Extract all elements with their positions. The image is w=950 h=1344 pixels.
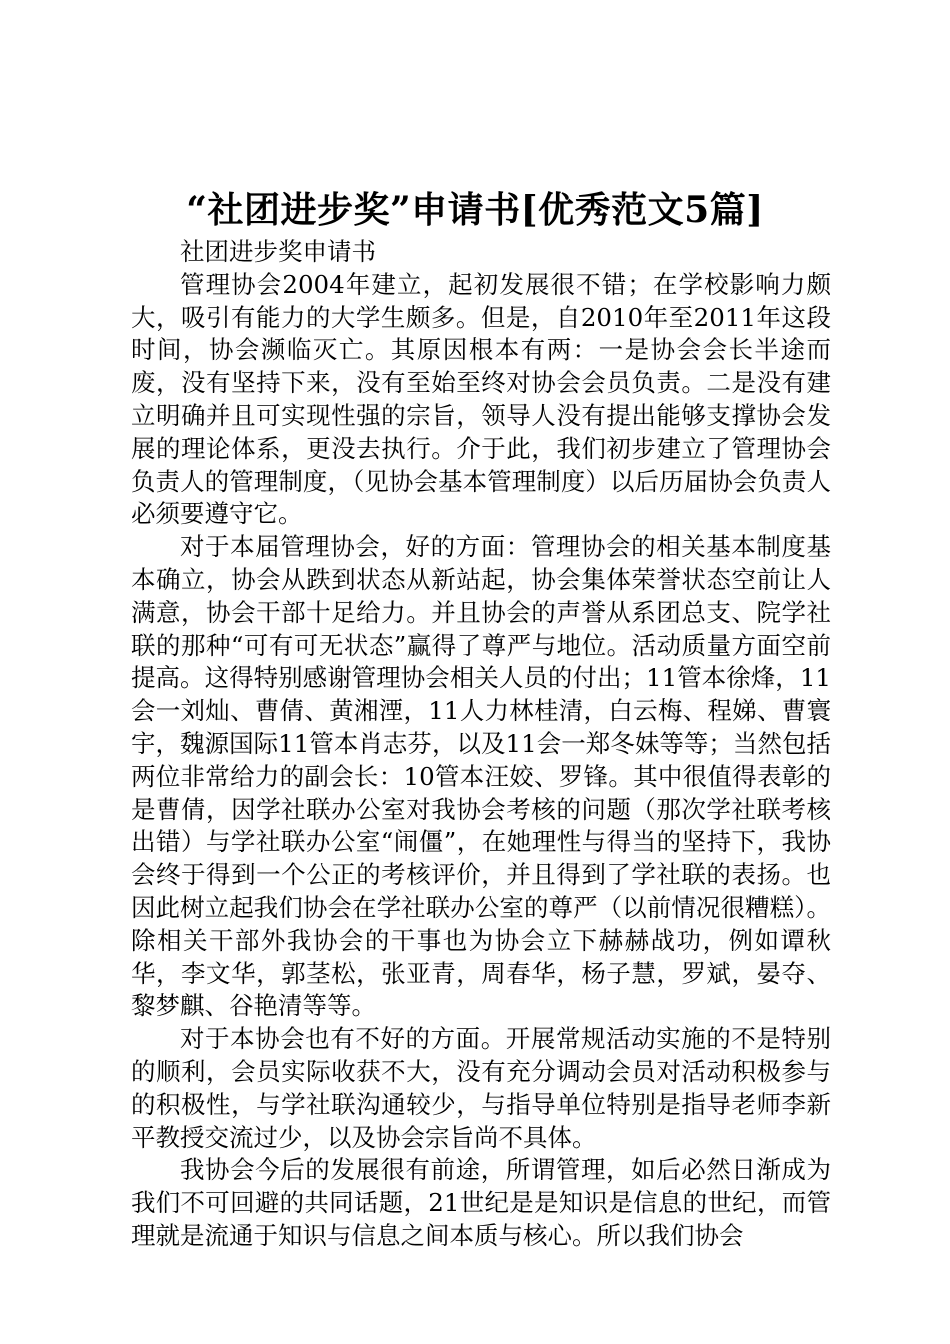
document-body [131,236,831,1253]
paragraph-1: 管理协会2004年建立，起初发展很不错；在学校影响力颇大，吸引有能力的大学生颇多。但是，自2010年至2011年这段时间，协会濒临灭亡。其原因根本有两：一是协会会长半途而废，没有坚持下来，没有至始至终对协会会员负责。二是没有建立明确并且可实现性强的宗旨，领导人没有提出能够支撑协会发展的理论体系，更没去执行。介于此，我们初步建立了管理协会负责人的管理制度，（见协会基本管理制度）以后历届协会负责人必须要遵守它。 [131,269,831,529]
document-subheading: 社团进步奖申请书 [180,237,376,266]
document-title: “社团进步奖”申请书[优秀范文5篇] [186,189,764,231]
paragraph-4: 我协会今后的发展很有前途，所谓管理，如后必然日渐成为我们不可回避的共同话题，21世纪是是知识是信息的世纪，而管理就是流通于知识与信息之间本质与核心。所以我们协会 [131,1155,831,1250]
paragraph-3: 对于本协会也有不好的方面。开展常规活动实施的不是特别的顺利，会员实际收获不大，没有充分调动会员对活动积极参与的积极性，与学社联沟通较少，与指导单位特别是指导老师李新平教授交流过少，以及协会宗旨尚不具体。 [131,1024,831,1152]
paragraph-2: 对于本届管理协会，好的方面：管理协会的相关基本制度基本确立，协会从跌到状态从新站起，协会集体荣誉状态空前让人满意，协会干部十足给力。并且协会的声誉从系团总支、院学社联的那种“可有可无状态”赢得了尊严与地位。活动质量方面空前提高。这得特别感谢管理协会相关人员的付出；11管本徐烽，11会一刘灿、曹倩、黄湘湮，11人力林桂清，白云梅、程娣、曹寰宇，魏源国际11管本肖志芬，以及11会一郑冬妹等等；当然包括两位非常给力的副会长：10管本汪姣、罗锋。其中很值得表彰的是曹倩，因学社联办公室对我协会考核的问题（那次学社联考核出错）与学社联办公室“闹僵”，在她理性与得当的坚持下，我协会终于得到一个公正的考核评价，并且得到了学社联的表扬。也因此树立起我们协会在学社联办公室的尊严（以前情况很糟糕）。除相关干部外我协会的干事也为协会立下赫赫战功，例如谭秋华，李文华，郭茎松，张亚青，周春华，杨子慧，罗斌，晏夺、黎梦麒、谷艳清等等。 [131,532,831,1021]
